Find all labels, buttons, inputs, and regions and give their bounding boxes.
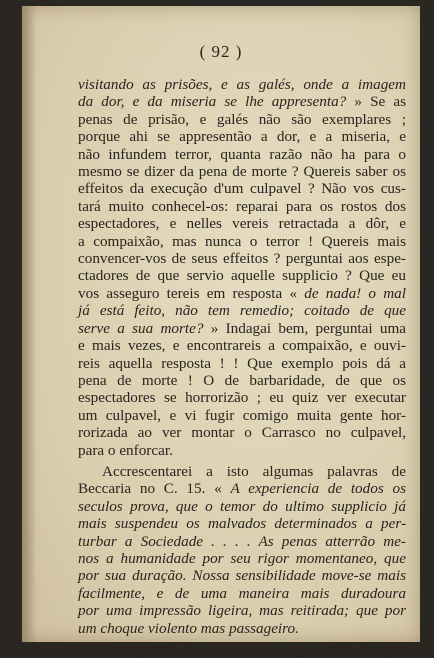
text-run: pena de morte ! O de barbaridade, de que os <box>78 371 406 389</box>
book-page <box>22 6 420 658</box>
text-line <box>78 320 406 337</box>
text-line <box>78 267 406 284</box>
text-run: mais suspendeu os malvados determinados a per- <box>78 515 406 533</box>
text-line <box>78 480 406 497</box>
page-number: ( 92 ) <box>199 42 243 61</box>
text-line <box>78 372 406 389</box>
paragraph-2 <box>78 463 406 637</box>
text-line <box>78 585 406 602</box>
text-run: » Indagai bem, perguntai uma <box>210 319 407 337</box>
text-run: um culpavel, e vi fugir comigo muita gente hor- <box>78 406 406 424</box>
text-run: Accrescentarei a isto algumas palavras de <box>102 462 406 480</box>
text-line <box>78 111 406 128</box>
page-gutter-shadow <box>22 6 36 642</box>
text-line <box>78 93 406 110</box>
text-line <box>78 285 406 302</box>
text-line <box>78 567 406 584</box>
text-run: penas de prisão, e galés não são exemplares ; <box>78 110 406 128</box>
text-run: ctadores de que servio aquelle supplicio ? Que eu <box>78 267 406 285</box>
text-run: por uma impressão ligeira, mas reitirada; que por <box>78 602 406 620</box>
text-line <box>78 128 406 145</box>
text-line <box>78 146 406 163</box>
text-run: por sua duração. Nossa sensibilidade move-se mais <box>78 567 406 585</box>
text-line <box>78 424 406 441</box>
text-run: porque ahi se appresentão a dor, e a miseria, e <box>78 128 406 146</box>
text-line <box>78 180 406 197</box>
text-run: espectadores se horrorizão ; eu quiz ver executar <box>78 389 406 407</box>
text-line <box>78 198 406 215</box>
text-run: vos asseguro tereis em resposta « <box>78 284 305 302</box>
text-run: e mais vezes, e encontrareis a compaixão, e ouvi- <box>78 337 406 355</box>
text-run: para o enforcar. <box>78 441 173 459</box>
text-run: effeitos da execução d'um culpavel ? Não vos cus- <box>78 180 406 198</box>
text-run: Beccaria no C. 15. « <box>78 480 231 498</box>
text-line <box>78 533 406 550</box>
body-text <box>78 76 406 658</box>
text-run: mesmo se dizer da pena de morte ? Quereis saber os <box>78 163 406 181</box>
text-run: tará muito conhecel-os: reparai para os rostos dos <box>78 197 406 215</box>
text-run: não infundem terror, quanta razão não ha para o <box>78 145 406 163</box>
text-line <box>78 407 406 424</box>
text-run: da dor, e da miseria se lhe appresenta? <box>78 93 355 111</box>
text-line <box>78 498 406 515</box>
text-line <box>78 602 406 619</box>
paragraph-1 <box>78 76 406 459</box>
text-run: um choque violento mas passageiro. <box>78 619 299 637</box>
text-line <box>78 163 406 180</box>
text-run: turbar a Sociedade . . . . As penas atterrão me- <box>78 532 406 550</box>
text-line <box>78 302 406 319</box>
text-run: facilmente, e de uma maneira mais duradoura <box>78 584 406 602</box>
text-run: rorizada ao ver montar o Carrasco no culpavel, <box>78 424 406 442</box>
text-line <box>78 550 406 567</box>
text-line <box>78 620 406 637</box>
text-line <box>78 442 406 459</box>
text-run: visitando as prisões, e as galés, onde a imagem <box>78 76 406 93</box>
text-run: seculos prova, que o temor do ultimo supplicio já <box>78 497 406 515</box>
text-line <box>78 355 406 372</box>
text-run: de nada! o mal <box>304 284 406 302</box>
text-run: já está feito, não tem remedio; coitado de que <box>78 302 406 320</box>
text-line <box>78 233 406 250</box>
text-line <box>78 250 406 267</box>
text-line <box>78 515 406 532</box>
text-run: serve a sua morte? <box>78 319 211 337</box>
text-line <box>78 76 406 93</box>
text-run: » Se as <box>354 93 406 111</box>
text-line <box>78 641 406 658</box>
text-line <box>78 215 406 232</box>
text-line <box>78 389 406 406</box>
text-run: A experiencia de todos os <box>230 480 406 498</box>
text-run: reis aquella resposta ! ! Que exemplo pois dá a <box>78 354 406 372</box>
text-run: Em quanto finalmente ao argumento de que <box>102 641 406 658</box>
text-line <box>78 337 406 354</box>
text-run: espectadores, e nelles vereis retractada a dôr, e <box>78 215 406 233</box>
text-line <box>78 463 406 480</box>
text-run: nos a humanidade por seu rigor momentaneo, que <box>78 549 406 567</box>
text-run: a compaixão, mas nunca o terror ! Quereis mais <box>78 232 406 250</box>
paragraph-3 <box>78 641 406 658</box>
text-run: convencer-vos de seus effeitos ? perguntai aos espe- <box>78 250 406 268</box>
